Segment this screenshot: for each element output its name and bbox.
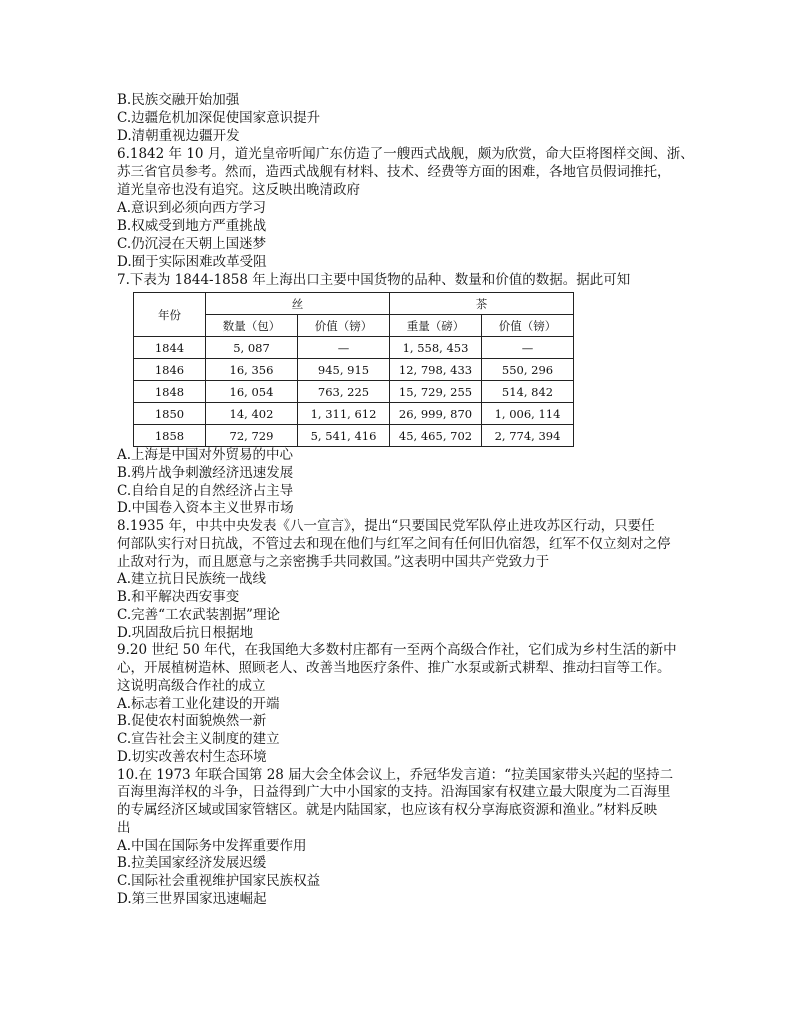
- table-row: [134, 403, 574, 425]
- table-cell: 2, 774, 394: [482, 425, 574, 447]
- year-header-cell: 年份: [134, 293, 206, 337]
- option-line: B.权威受到地方严重挑战: [117, 218, 267, 234]
- option-line: A.意识到必须向西方学习: [117, 200, 267, 216]
- silk-group-header: 丝: [206, 293, 390, 315]
- option-line: B.拉美国家经济发展迟缓: [117, 855, 267, 872]
- tea-group-header: 茶: [390, 293, 574, 315]
- option-line: A.标志着工业化建设的开端: [117, 695, 280, 712]
- table-cell: —: [298, 337, 390, 359]
- option-line: D.囿于实际困难改革受阻: [117, 254, 267, 270]
- table-cell: 16, 356: [206, 359, 298, 381]
- option-line: A.中国在国际务中发挥重要作用: [117, 837, 307, 854]
- table-cell: 514, 842: [482, 381, 574, 403]
- question-8-stem: 8.1935 年，中共中央发表《八一宣言》，提出“只要国民党军队停止进攻苏区行动，只要任: [117, 518, 655, 534]
- table-cell: 1, 006, 114: [482, 403, 574, 425]
- export-data-table: [133, 292, 574, 447]
- table-header-cell: 数量（包）: [206, 315, 298, 337]
- question-10-stem: 百海里海洋权的斗争，日益得到广大中小国家的支持。沿海国家有权建立最大限度为二百海里: [117, 784, 671, 801]
- table-cell: 1858: [134, 425, 206, 447]
- option-line: D.第三世界国家迅速崛起: [117, 890, 267, 907]
- table-cell: 5, 541, 416: [298, 425, 390, 447]
- table-cell: 1, 311, 612: [298, 403, 390, 425]
- question-10-stem: 出: [117, 819, 131, 836]
- option-line: B.促使农村面貌焕然一新: [117, 713, 267, 730]
- question-9-stem: 这说明高级合作社的成立: [117, 677, 266, 694]
- option-line: D.巩固敌后抗日根据地: [117, 624, 254, 641]
- option-line: C.国际社会重视维护国家民族权益: [117, 873, 321, 889]
- option-line: B.鸦片战争刺激经济迅速发展: [117, 464, 294, 481]
- option-line: A.上海是中国对外贸易的中心: [117, 447, 294, 463]
- question-9-stem: 心，开展植树造林、照顾老人、改善当地医疗条件、推广水泵或新式耕犁、推动扫盲等工作。: [117, 660, 671, 676]
- questions-after-table: [117, 447, 697, 909]
- table-cell: 1846: [134, 359, 206, 381]
- table-header-cell: 重量（磅）: [390, 315, 482, 337]
- option-line: D.切实改善农村生态环境: [117, 748, 267, 765]
- table-row: [134, 359, 574, 381]
- option-line: A.建立抗日民族统一战线: [117, 571, 267, 588]
- table-cell: 72, 729: [206, 425, 298, 447]
- question-6-stem: 道光皇帝也没有追究。这反映出晚清政府: [117, 182, 360, 198]
- option-line: C.自给自足的自然经济占主导: [117, 482, 294, 499]
- table-cell: 1, 558, 453: [390, 337, 482, 359]
- table-cell: 763, 225: [298, 381, 390, 403]
- option-line: B.民族交融开始加强: [117, 92, 240, 108]
- table-cell: 45, 465, 702: [390, 425, 482, 447]
- table-cell: 12, 798, 433: [390, 359, 482, 381]
- table-cell: 5, 087: [206, 337, 298, 359]
- table-cell: 14, 402: [206, 403, 298, 425]
- table-row: [134, 337, 574, 359]
- question-10-stem: 10.在 1973 年联合国第 28 届大会全体会议上，乔冠华发言道：“拉美国家带头兴起的坚持二: [117, 766, 674, 783]
- table-row: [134, 381, 574, 403]
- option-line: C.边疆危机加深促使国家意识提升: [117, 110, 321, 126]
- table-cell: 1844: [134, 337, 206, 359]
- question-10-stem: 的专属经济区域或国家管辖区。就是内陆国家，也应该有权分享海底资源和渔业。”材料反映: [117, 802, 658, 818]
- table-cell: 16, 054: [206, 381, 298, 403]
- option-line: B.和平解决西安事变: [117, 589, 240, 605]
- table-header-cell: 价值（镑）: [482, 315, 574, 337]
- table-header-cell: 价值（镑）: [298, 315, 390, 337]
- question-8-stem: 何部队实行对日抗战，不管过去和现在他们与红军之间有任何旧仇宿怨，红军不仅立刻对之停: [117, 535, 671, 552]
- question-6-stem: 6.1842 年 10 月，道光皇帝听闻广东仿造了一艘西式战舰，颇为欣赏，命大臣将图样交闽、浙、: [117, 146, 694, 162]
- questions-before-table: [117, 91, 697, 289]
- table-cell: 945, 915: [298, 359, 390, 381]
- question-6-stem: 苏三省官员参考。然而，造西式战舰有材料、技术、经费等方面的困难，各地官员假词推托，: [117, 164, 671, 180]
- question-7-stem: 7.下表为 1844-1858 年上海出口主要中国货物的品种、数量和价值的数据。据此可知: [117, 272, 631, 288]
- table-cell: 15, 729, 255: [390, 381, 482, 403]
- question-9-stem: 9.20 世纪 50 年代，在我国绝大多数村庄都有一至两个高级合作社，它们成为乡村生活的新中: [117, 642, 677, 659]
- table-cell: 550, 296: [482, 359, 574, 381]
- option-line: D.中国卷入资本主义世界市场: [117, 500, 294, 517]
- option-line: C.完善“工农武装割据”理论: [117, 606, 280, 623]
- question-8-stem: 止敌对行为，而且愿意与之亲密携手共同救国。”这表明中国共产党致力于: [117, 553, 550, 570]
- option-line: C.仍沉浸在天朝上国迷梦: [117, 236, 267, 252]
- option-line: D.清朝重视边疆开发: [117, 128, 240, 144]
- table-header-row: [134, 293, 574, 315]
- table-row: [134, 425, 574, 447]
- table-cell: —: [482, 337, 574, 359]
- table-cell: 1848: [134, 381, 206, 403]
- table-cell: 1850: [134, 403, 206, 425]
- table-cell: 26, 999, 870: [390, 403, 482, 425]
- option-line: C.宣告社会主义制度的建立: [117, 731, 280, 747]
